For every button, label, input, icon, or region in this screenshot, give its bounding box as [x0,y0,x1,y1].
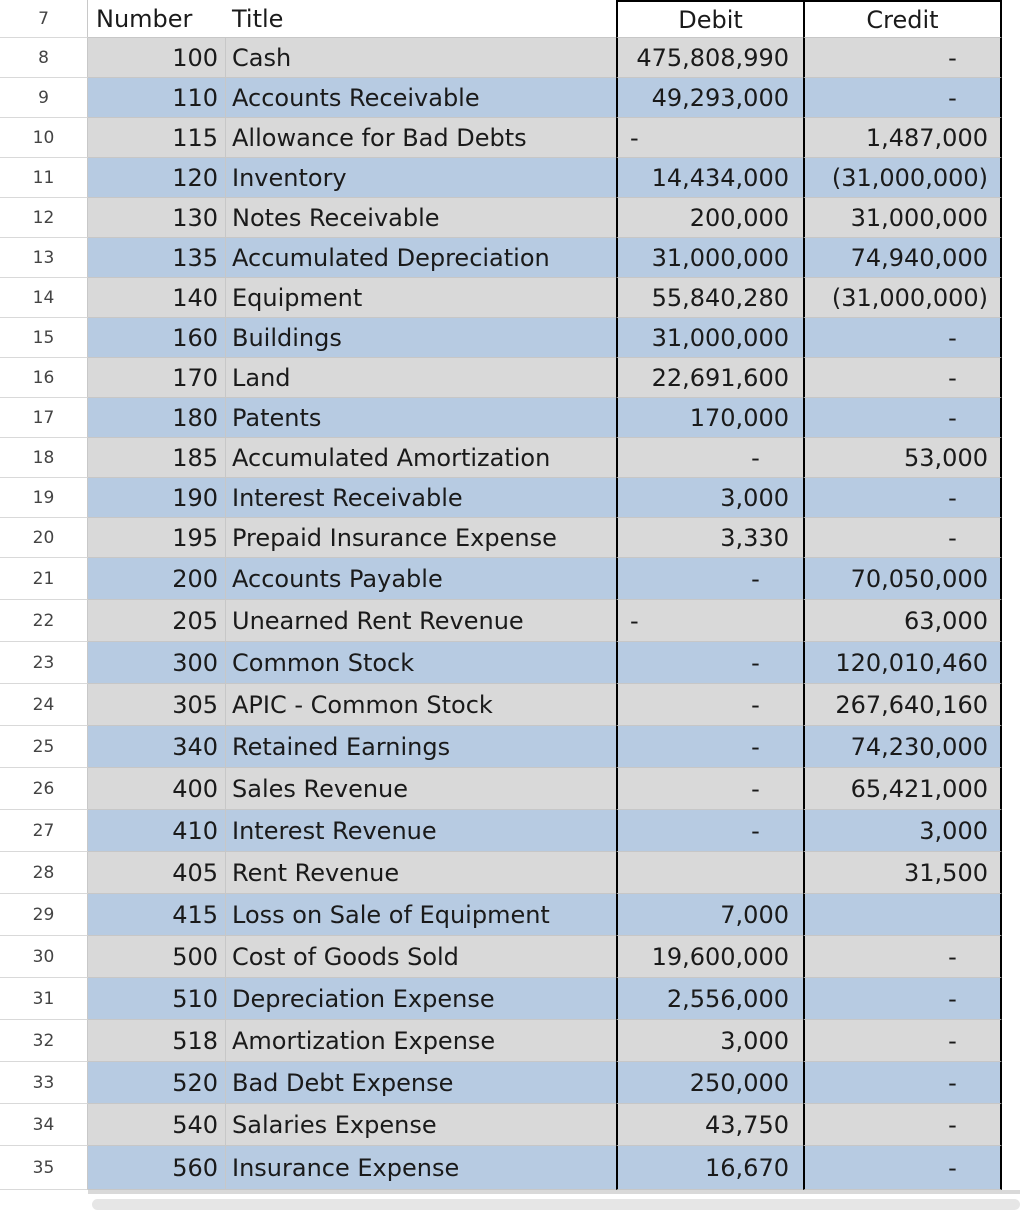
table-row [0,852,1020,894]
credit-cell[interactable]: 53,000 [803,438,1002,478]
table-row [0,398,1020,438]
credit-cell[interactable]: 65,421,000 [803,768,1002,810]
row-number[interactable]: 23 [0,642,88,684]
table-row [0,1104,1020,1146]
debit-cell[interactable]: 2,556,000 [616,978,803,1020]
row-number[interactable]: 27 [0,810,88,852]
row-number[interactable]: 28 [0,852,88,894]
table-row [0,158,1020,198]
row-number[interactable]: 11 [0,158,88,198]
credit-cell[interactable]: 70,050,000 [803,558,1002,600]
debit-cell[interactable]: 250,000 [616,1062,803,1104]
account-title-cell[interactable]: Retained Earnings [226,726,616,768]
credit-cell[interactable]: 267,640,160 [803,684,1002,726]
table-row [0,238,1020,278]
credit-cell[interactable]: - [803,1146,1002,1190]
credit-cell[interactable]: (31,000,000) [803,278,1002,318]
header-title[interactable]: Title [226,0,616,38]
row-number[interactable]: 20 [0,518,88,558]
account-title-cell[interactable]: Equipment [226,278,616,318]
credit-cell[interactable]: 120,010,460 [803,642,1002,684]
account-number-cell[interactable]: 130 [88,198,226,238]
debit-cell[interactable]: 19,600,000 [616,936,803,978]
account-number-cell[interactable]: 100 [88,38,226,78]
credit-cell[interactable]: 74,230,000 [803,726,1002,768]
debit-cell[interactable]: 31,000,000 [616,318,803,358]
account-number-cell[interactable]: 510 [88,978,226,1020]
row-number[interactable]: 35 [0,1146,88,1190]
credit-cell[interactable]: 31,000,000 [803,198,1002,238]
debit-cell[interactable]: - [616,684,803,726]
debit-cell[interactable]: 3,000 [616,478,803,518]
account-title-cell[interactable]: Insurance Expense [226,1146,616,1190]
row-number[interactable]: 17 [0,398,88,438]
table-row [0,600,1020,642]
credit-cell[interactable]: 3,000 [803,810,1002,852]
table-row [0,478,1020,518]
account-number-cell[interactable]: 560 [88,1146,226,1190]
table-row [0,978,1020,1020]
account-number-cell[interactable]: 170 [88,358,226,398]
debit-cell[interactable]: 14,434,000 [616,158,803,198]
row-number[interactable]: 34 [0,1104,88,1146]
row-number[interactable]: 12 [0,198,88,238]
debit-cell[interactable]: - [616,768,803,810]
row-number[interactable]: 32 [0,1020,88,1062]
account-title-cell[interactable]: Rent Revenue [226,852,616,894]
row-number[interactable]: 22 [0,600,88,642]
account-number-cell[interactable]: 205 [88,600,226,642]
credit-cell[interactable]: - [803,478,1002,518]
row-number[interactable]: 30 [0,936,88,978]
account-number-cell[interactable]: 300 [88,642,226,684]
debit-cell[interactable]: 200,000 [616,198,803,238]
row-number[interactable]: 19 [0,478,88,518]
account-number-cell[interactable]: 180 [88,398,226,438]
debit-cell[interactable] [616,852,803,894]
table-row [0,810,1020,852]
table-row [0,726,1020,768]
credit-cell[interactable]: - [803,518,1002,558]
table-row [0,1020,1020,1062]
account-title-cell[interactable]: Patents [226,398,616,438]
table-row [0,278,1020,318]
account-title-cell[interactable]: Sales Revenue [226,768,616,810]
row-number[interactable]: 8 [0,38,88,78]
credit-cell[interactable]: 74,940,000 [803,238,1002,278]
credit-cell[interactable]: - [803,1020,1002,1062]
credit-cell[interactable]: - [803,38,1002,78]
table-row [0,768,1020,810]
table-row [0,518,1020,558]
account-number-cell[interactable]: 500 [88,936,226,978]
debit-cell[interactable]: - [616,600,803,642]
row-number[interactable]: 24 [0,684,88,726]
credit-cell[interactable]: - [803,318,1002,358]
table-row [0,1146,1020,1190]
table-row [0,78,1020,118]
table-row [0,358,1020,398]
debit-cell[interactable]: - [616,726,803,768]
account-title-cell[interactable]: Accumulated Depreciation [226,238,616,278]
credit-cell[interactable]: - [803,78,1002,118]
debit-cell[interactable]: 475,808,990 [616,38,803,78]
credit-cell[interactable]: - [803,936,1002,978]
account-title-cell[interactable]: Notes Receivable [226,198,616,238]
account-title-cell[interactable]: Accounts Receivable [226,78,616,118]
account-number-cell[interactable]: 400 [88,768,226,810]
account-number-cell[interactable]: 110 [88,78,226,118]
account-title-cell[interactable]: Depreciation Expense [226,978,616,1020]
account-number-cell[interactable]: 115 [88,118,226,158]
account-number-cell[interactable]: 415 [88,894,226,936]
table-row [0,684,1020,726]
debit-cell[interactable]: 3,000 [616,1020,803,1062]
row-number[interactable]: 31 [0,978,88,1020]
account-title-cell[interactable]: Interest Revenue [226,810,616,852]
table-row [0,558,1020,600]
credit-cell[interactable]: 1,487,000 [803,118,1002,158]
account-number-cell[interactable]: 200 [88,558,226,600]
account-title-cell[interactable]: Accounts Payable [226,558,616,600]
row-number[interactable]: 25 [0,726,88,768]
table-row [0,198,1020,238]
table-row [0,118,1020,158]
account-number-cell[interactable]: 410 [88,810,226,852]
header-row [0,0,1020,38]
account-title-cell[interactable]: Cash [226,38,616,78]
account-title-cell[interactable]: Prepaid Insurance Expense [226,518,616,558]
credit-cell[interactable]: (31,000,000) [803,158,1002,198]
row-number[interactable]: 21 [0,558,88,600]
table-row [0,318,1020,358]
account-number-cell[interactable]: 305 [88,684,226,726]
account-title-cell[interactable]: Common Stock [226,642,616,684]
account-title-cell[interactable]: Loss on Sale of Equipment [226,894,616,936]
account-number-cell[interactable]: 135 [88,238,226,278]
account-number-cell[interactable]: 185 [88,438,226,478]
row-number[interactable]: 14 [0,278,88,318]
header-credit[interactable]: Credit [803,0,1002,38]
row-number[interactable]: 29 [0,894,88,936]
table-row [0,438,1020,478]
debit-cell[interactable]: 43,750 [616,1104,803,1146]
table-row [0,642,1020,684]
row-number[interactable]: 16 [0,358,88,398]
row-number[interactable]: 9 [0,78,88,118]
account-number-cell[interactable]: 195 [88,518,226,558]
row-number[interactable]: 15 [0,318,88,358]
account-title-cell[interactable]: Bad Debt Expense [226,1062,616,1104]
account-title-cell[interactable]: Land [226,358,616,398]
debit-cell[interactable]: 22,691,600 [616,358,803,398]
account-title-cell[interactable]: Inventory [226,158,616,198]
account-title-cell[interactable]: Allowance for Bad Debts [226,118,616,158]
account-number-cell[interactable]: 190 [88,478,226,518]
account-number-cell[interactable]: 540 [88,1104,226,1146]
debit-cell[interactable]: 49,293,000 [616,78,803,118]
table-row [0,38,1020,78]
table-row [0,1062,1020,1104]
header-debit[interactable]: Debit [616,0,803,38]
account-number-cell[interactable]: 520 [88,1062,226,1104]
debit-cell[interactable]: - [616,810,803,852]
account-title-cell[interactable]: Accumulated Amortization [226,438,616,478]
account-title-cell[interactable]: Cost of Goods Sold [226,936,616,978]
debit-cell[interactable]: 31,000,000 [616,238,803,278]
credit-cell[interactable] [803,894,1002,936]
debit-cell[interactable]: - [616,642,803,684]
row-number[interactable]: 26 [0,768,88,810]
row-number[interactable]: 33 [0,1062,88,1104]
row-number[interactable]: 7 [0,0,88,38]
credit-cell[interactable]: 31,500 [803,852,1002,894]
header-number[interactable]: Number [88,0,226,38]
credit-cell[interactable]: - [803,978,1002,1020]
table-row [0,936,1020,978]
account-number-cell[interactable]: 340 [88,726,226,768]
debit-cell[interactable]: 16,670 [616,1146,803,1190]
account-number-cell[interactable]: 518 [88,1020,226,1062]
account-title-cell[interactable]: Interest Receivable [226,478,616,518]
horizontal-scrollbar[interactable] [92,1199,1020,1210]
table-row [0,894,1020,936]
account-number-cell[interactable]: 160 [88,318,226,358]
account-title-cell[interactable]: Buildings [226,318,616,358]
row-number[interactable]: 13 [0,238,88,278]
credit-cell[interactable]: - [803,358,1002,398]
debit-cell[interactable]: - [616,558,803,600]
credit-cell[interactable]: - [803,1104,1002,1146]
account-title-cell[interactable]: Unearned Rent Revenue [226,600,616,642]
account-number-cell[interactable]: 405 [88,852,226,894]
credit-cell[interactable]: - [803,398,1002,438]
credit-cell[interactable]: 63,000 [803,600,1002,642]
debit-cell[interactable]: - [616,118,803,158]
debit-cell[interactable]: 55,840,280 [616,278,803,318]
debit-cell[interactable]: - [616,438,803,478]
account-title-cell[interactable]: Salaries Expense [226,1104,616,1146]
debit-cell[interactable]: 3,330 [616,518,803,558]
account-title-cell[interactable]: Amortization Expense [226,1020,616,1062]
debit-cell[interactable]: 170,000 [616,398,803,438]
account-number-cell[interactable]: 140 [88,278,226,318]
row-number[interactable]: 10 [0,118,88,158]
account-number-cell[interactable]: 120 [88,158,226,198]
credit-cell[interactable]: - [803,1062,1002,1104]
row-number[interactable]: 18 [0,438,88,478]
account-title-cell[interactable]: APIC - Common Stock [226,684,616,726]
debit-cell[interactable]: 7,000 [616,894,803,936]
